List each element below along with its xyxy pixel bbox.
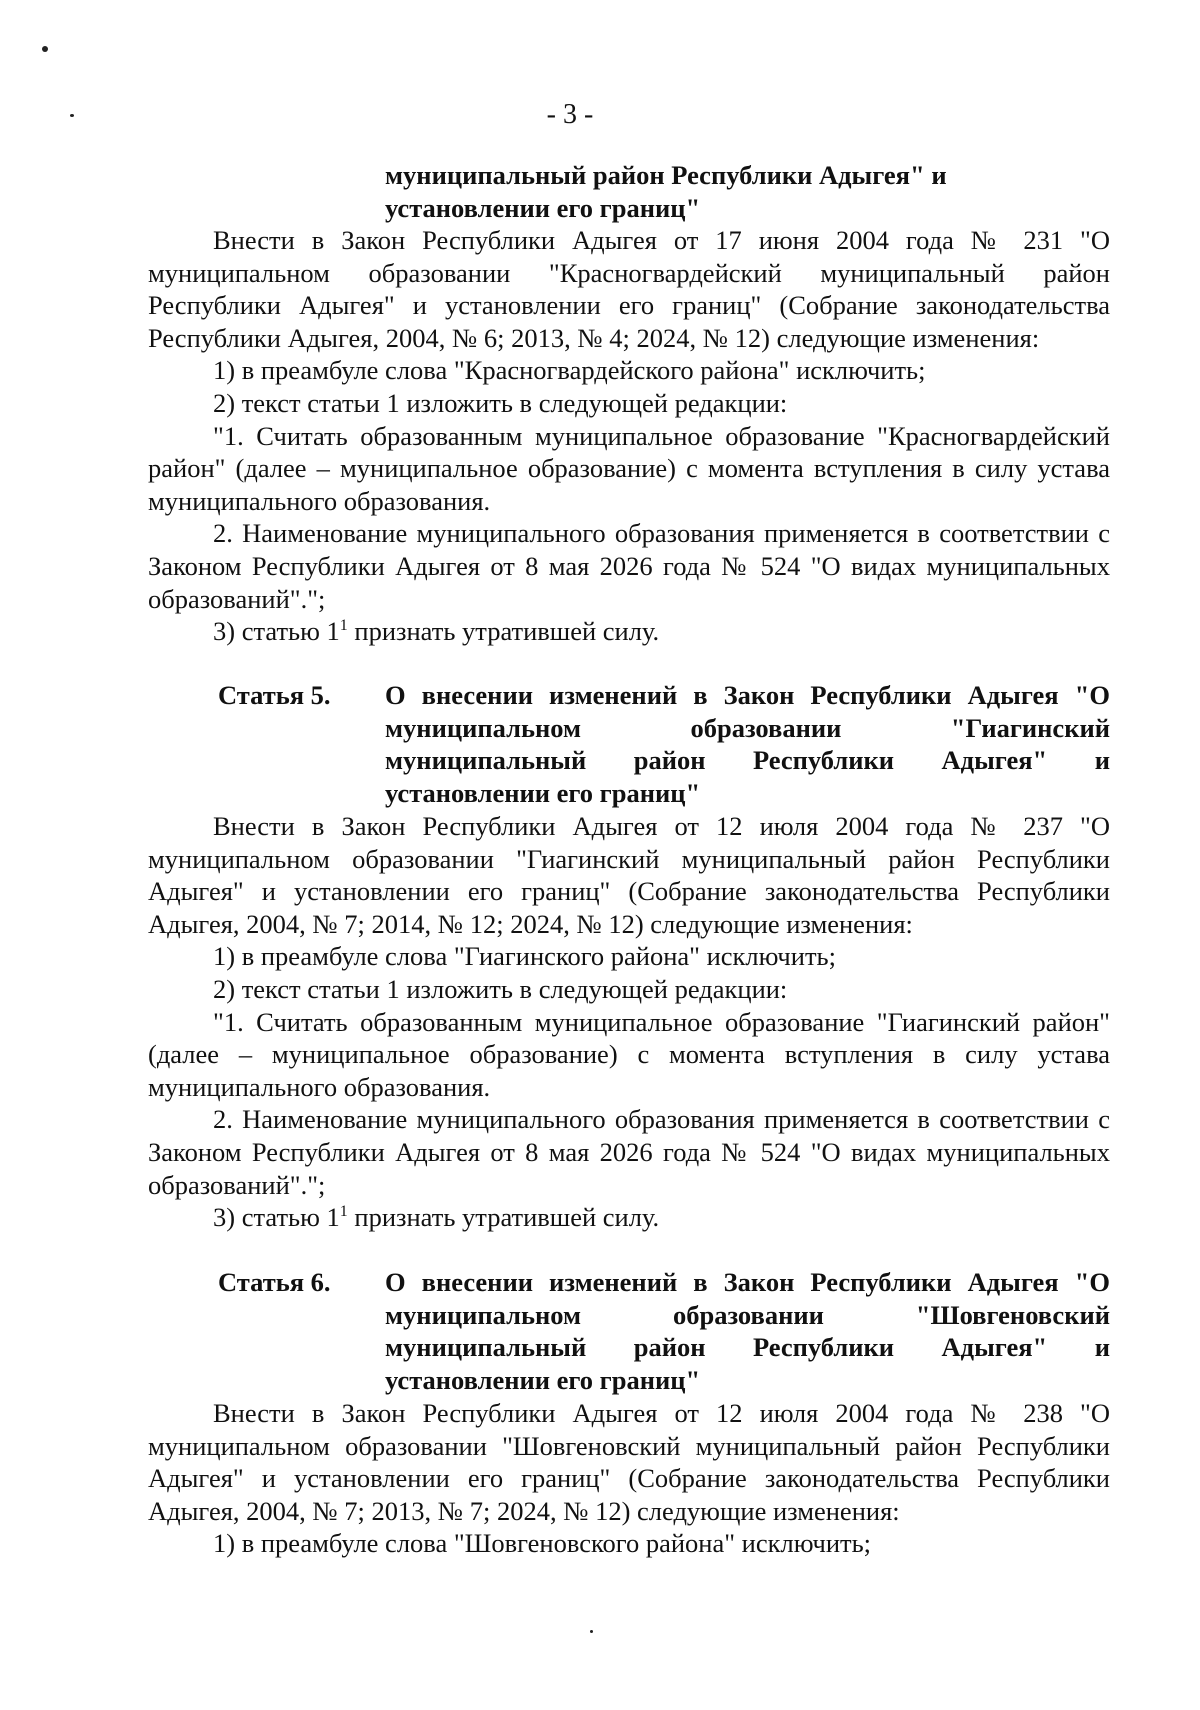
article-5-intro: Внести в Закон Республики Адыгея от 12 июля 2004 года № 237 "О муниципальном образовании "Гиагинский муниципальный район Республики Адыгея" и установлении его границ" (Собрание законодательства Республики Адыгея, 2004, № 7; 2014, № 12; 2024, № 12) следующие изменения: [148,811,1110,939]
article-4-body [148,224,1110,648]
article-5-quote-2: 2. Наименование муниципального образования применяется в соответствии с Законом Республики Адыгея от 8 мая 2026 года № 524 "О видах муниципальных образований"."; [148,1104,1110,1200]
article-5-label: Статья 5. [218,680,331,710]
article-5-title: О внесении изменений в Закон Республики Адыгея "О муниципальном образовании "Гиагинский муниципальный район Республики Адыгея" и установлении его границ" [385,680,1110,808]
article-4-quote-1: "1. Считать образованным муниципальное образование "Красногвардейский район" (далее – муниципальное образование) с момента вступления в силу устава муниципального образования. [148,420,1110,516]
article-6-heading [148,1266,1110,1406]
article-5-item-2: 2) текст статьи 1 изложить в следующей редакции: [213,973,788,1004]
article-6-label: Статья 6. [218,1267,331,1297]
article-5-quote-1: "1. Считать образованным муниципальное образование "Гиагинский район" (далее – муниципальное образование) с момента вступления в силу устава муниципального образования. [148,1006,1110,1102]
article-6-intro: Внести в Закон Республики Адыгея от 12 июля 2004 года № 238 "О муниципальном образовании "Шовгеновский муниципальный район Республики Адыгея" и установлении его границ" (Собрание законодательства Республики Адыгея, 2004, № 7; 2013, № 7; 2024, № 12) следующие изменения: [148,1398,1110,1526]
page-number: - 3 - [546,99,594,130]
scan-speck [590,1630,593,1633]
item-3-superscript: 1 [339,617,348,635]
article-6-title: О внесении изменений в Закон Республики Адыгея "О муниципальном образовании "Шовгеновский муниципальный район Республики Адыгея" и установлении его границ" [385,1267,1110,1395]
article-4-item-2: 2) текст статьи 1 изложить в следующей редакции: [213,387,788,418]
item-3-prefix: 3) статью 1 [213,1202,340,1233]
article-6-item-1: 1) в преамбуле слова "Шовгеновского района" исключить; [213,1528,872,1559]
article-4-item-3 [148,615,1110,648]
article-5-item-1: 1) в преамбуле слова "Гиагинского района" исключить; [213,941,836,972]
article-4-item-1: 1) в преамбуле слова "Красногвардейского района" исключить; [213,355,926,386]
article-5-item-3 [148,1201,1110,1234]
scan-speck [42,46,48,52]
article-6-body [148,1397,1110,1560]
item-3-suffix: признать утратившей силу. [347,616,660,647]
item-3-suffix: признать утратившей силу. [347,1202,660,1233]
article-4-intro: Внести в Закон Республики Адыгея от 17 июня 2004 года № 231 "О муниципальном образовании "Красногвардейский муниципальный район Республики Адыгея" и установлении его границ" (Собрание законодательства Республики Адыгея, 2004, № 6; 2013, № 4; 2024, № 12) следующие изменения: [148,225,1110,353]
article-4-quote-2: 2. Наименование муниципального образования применяется в соответствии с Законом Республики Адыгея от 8 мая 2026 года № 524 "О видах муниципальных образований"."; [148,518,1110,614]
article-5-heading [148,679,1110,819]
article-4-heading-continuation [385,159,1110,224]
article-4-heading-text: муниципальный район Республики Адыгея" и установлении его границ" [385,160,947,223]
item-3-prefix: 3) статью 1 [213,616,340,647]
item-3-superscript: 1 [339,1203,348,1221]
article-5-body [148,810,1110,1234]
